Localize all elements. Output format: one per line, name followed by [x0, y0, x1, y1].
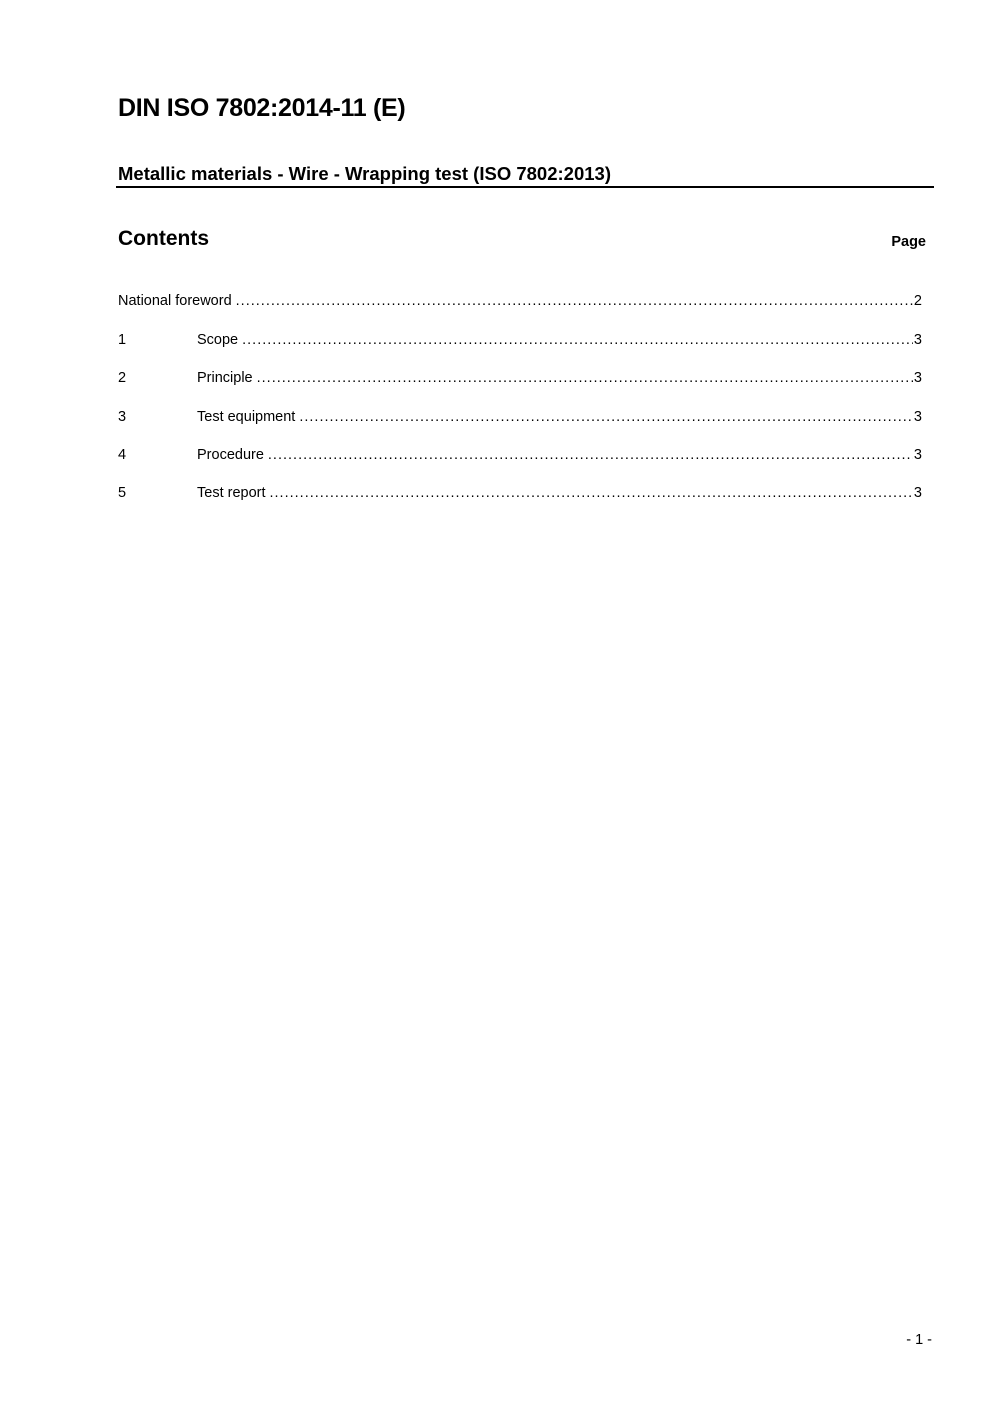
toc-entry-number: 3 — [118, 408, 127, 425]
toc-entry-page: 3 — [913, 485, 922, 502]
contents-heading: Contents — [118, 227, 209, 250]
toc-entry-page: 3 — [913, 332, 922, 348]
toc-entry-page: 3 — [913, 446, 922, 463]
toc-entry-page: 3 — [913, 408, 922, 425]
toc-entry-procedure[interactable] — [118, 444, 922, 482]
toc-leader-dots — [299, 406, 913, 428]
toc-entry-title: Test equipment — [197, 408, 296, 425]
toc-entry-scope[interactable] — [118, 329, 922, 367]
toc-entry-title: Test report — [197, 485, 266, 502]
toc-entry-test-equipment[interactable] — [118, 406, 922, 444]
table-of-contents — [118, 290, 922, 520]
page-column-label: Page — [891, 234, 926, 250]
toc-entry-title: National foreword — [118, 293, 232, 309]
toc-leader-dots — [236, 290, 913, 312]
subtitle-underline — [116, 186, 934, 188]
toc-leader-dots — [257, 367, 913, 389]
toc-entry-principle[interactable] — [118, 367, 922, 405]
toc-entry-number: 5 — [118, 485, 127, 502]
toc-leader-dots — [242, 329, 913, 351]
toc-entry-title: Principle — [197, 370, 253, 387]
toc-leader-dots — [270, 482, 913, 504]
toc-entry-page: 2 — [913, 293, 922, 309]
toc-entry-page: 3 — [913, 370, 922, 387]
toc-entry-national-foreword[interactable] — [118, 290, 922, 329]
toc-entry-number: 1 — [118, 332, 127, 348]
toc-entry-number: 4 — [118, 446, 127, 463]
toc-entry-title: Procedure — [197, 446, 264, 463]
document-subtitle: Metallic materials - Wire - Wrapping test (ISO 7802:2013) — [118, 163, 611, 184]
toc-entry-number: 2 — [118, 370, 127, 387]
toc-entry-test-report[interactable] — [118, 482, 922, 520]
page-number: - 1 - — [906, 1332, 932, 1348]
toc-leader-dots — [268, 444, 913, 466]
document-id: DIN ISO 7802:2014-11 (E) — [118, 94, 406, 122]
toc-entry-title: Scope — [197, 332, 239, 348]
